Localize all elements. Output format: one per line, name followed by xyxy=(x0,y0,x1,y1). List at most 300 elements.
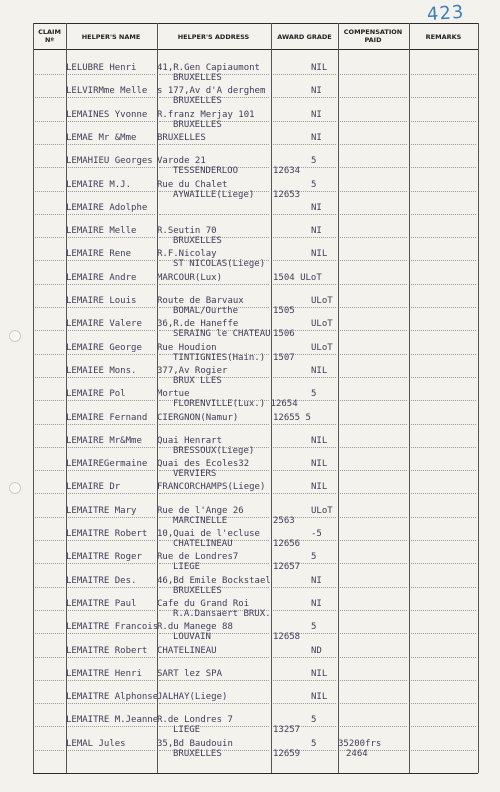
row-dotted-rule xyxy=(411,587,476,588)
table-row xyxy=(33,459,478,483)
helper-address-line2: LIEGE xyxy=(173,562,201,573)
helper-address-line2: BRESSOUX(Liege) xyxy=(173,445,255,456)
row-dotted-rule xyxy=(411,424,476,425)
helper-address-line2: SERAING le CHATEAU xyxy=(173,329,271,340)
row-dotted-rule xyxy=(411,144,476,145)
row-dotted-rule xyxy=(411,657,476,658)
helper-name: LEMAL Jules xyxy=(66,738,126,749)
row-dotted-rule xyxy=(340,633,407,634)
helper-name: LEMAHIEU Georges xyxy=(66,156,153,167)
table-row xyxy=(33,482,478,506)
row-dotted-rule xyxy=(411,447,476,448)
helper-name: LEMAITRE Mary xyxy=(66,505,137,516)
helper-address-line2: LIEGE xyxy=(173,725,201,736)
table-row xyxy=(33,552,478,576)
row-dotted-rule xyxy=(68,191,155,192)
helper-address-line2: R.A.Dansaert BRUX. xyxy=(173,608,271,619)
table-column-rule xyxy=(66,23,67,773)
helper-address: Rue Houdion xyxy=(157,342,217,353)
row-dotted-rule xyxy=(340,587,407,588)
row-dotted-rule xyxy=(340,540,407,541)
table-column-rule xyxy=(157,23,158,773)
row-dotted-rule xyxy=(35,447,64,448)
row-dotted-rule xyxy=(411,330,476,331)
table-row xyxy=(33,669,478,693)
helper-address-line2: BRUXELLES xyxy=(173,748,222,759)
row-dotted-rule xyxy=(411,377,476,378)
helper-address: R.de Londres 7 xyxy=(157,715,233,726)
helper-address: Rue du Chalet xyxy=(157,179,228,190)
row-dotted-rule xyxy=(273,447,336,448)
row-dotted-rule xyxy=(68,493,155,494)
row-dotted-rule xyxy=(340,703,407,704)
row-dotted-rule xyxy=(411,563,476,564)
helper-address: 36,R.de Haneffe xyxy=(157,319,239,330)
helper-address: 46,Bd Emile Bockstael xyxy=(157,575,271,586)
helper-name: LEMAIRE George xyxy=(66,342,142,353)
row-dotted-rule xyxy=(68,703,155,704)
helper-address: Mortue xyxy=(157,389,190,400)
row-dotted-rule xyxy=(411,260,476,261)
helper-name: LEMAIRE Mr&Mme xyxy=(66,435,142,446)
helper-address: R.F.Nicolay xyxy=(157,249,217,260)
row-dotted-rule xyxy=(273,424,336,425)
table-row xyxy=(33,529,478,553)
table-row xyxy=(33,692,478,716)
award-grade: 5 xyxy=(311,622,317,633)
punch-hole-icon xyxy=(9,482,21,494)
helper-address: MARCOUR(Lux) xyxy=(157,272,223,283)
table-bottom-rule xyxy=(33,773,478,774)
table-row xyxy=(33,319,478,343)
helper-name: LELVIRMme Melle xyxy=(66,86,148,97)
row-dotted-rule xyxy=(35,74,64,75)
row-dotted-rule xyxy=(273,493,336,494)
helper-name: LEMAIRE Louis xyxy=(66,296,137,306)
award-grade: NIL xyxy=(311,365,328,376)
row-dotted-rule xyxy=(273,97,336,98)
table-row xyxy=(33,389,478,413)
row-dotted-rule xyxy=(35,587,64,588)
award-number: 12658 xyxy=(273,632,301,643)
row-dotted-rule xyxy=(411,633,476,634)
award-grade: NI xyxy=(311,132,322,143)
helper-address-line2: BOMAL/Ourthe xyxy=(173,306,239,316)
row-dotted-rule xyxy=(340,284,407,285)
row-dotted-rule xyxy=(340,167,407,168)
row-dotted-rule xyxy=(35,377,64,378)
table-top-rule xyxy=(33,23,478,24)
row-dotted-rule xyxy=(68,517,155,518)
row-dotted-rule xyxy=(159,424,269,425)
table-row xyxy=(33,156,478,180)
award-grade: NI xyxy=(311,575,322,586)
award-grade: 5 xyxy=(311,715,317,726)
award-grade: ULoT xyxy=(311,296,333,306)
row-dotted-rule xyxy=(340,144,407,145)
helper-name: LEMAIRE Rene xyxy=(66,249,132,260)
row-dotted-rule xyxy=(35,750,64,751)
row-dotted-rule xyxy=(340,610,407,611)
helper-name: LEMAIREGermaine xyxy=(66,459,148,470)
row-dotted-rule xyxy=(411,284,476,285)
table-row xyxy=(33,86,478,110)
compensation-paid: 35200frs xyxy=(338,738,382,749)
row-dotted-rule xyxy=(411,237,476,238)
helper-address: CIERGNON(Namur) xyxy=(157,412,239,423)
row-dotted-rule xyxy=(35,517,64,518)
award-grade: NIL xyxy=(311,435,328,446)
header-compensation-paid: COMPENSATION PAID xyxy=(343,28,403,44)
page-number: 423 xyxy=(425,1,465,26)
helper-address: 41,R.Gen Capiaumont xyxy=(157,63,260,73)
helper-address: R.franz Merjay 101 xyxy=(157,109,255,120)
award-grade: NI xyxy=(311,86,322,97)
row-dotted-rule xyxy=(340,307,407,308)
row-dotted-rule xyxy=(340,447,407,448)
row-dotted-rule xyxy=(68,447,155,448)
row-dotted-rule xyxy=(411,74,476,75)
row-dotted-rule xyxy=(68,750,155,751)
helper-address: R.Seutin 70 xyxy=(157,226,217,237)
table-row xyxy=(33,506,478,530)
helper-name: LEMAIRE Valere xyxy=(66,319,142,330)
table-row xyxy=(33,296,478,320)
table-row xyxy=(33,180,478,204)
row-dotted-rule xyxy=(35,191,64,192)
helper-address: Rue de Londres7 xyxy=(157,552,239,563)
award-grade: 5 xyxy=(311,389,317,400)
header-claim-no: CLAIM Nº xyxy=(38,28,61,44)
row-dotted-rule xyxy=(411,680,476,681)
row-dotted-rule xyxy=(340,726,407,727)
row-dotted-rule xyxy=(35,633,64,634)
award-grade: NIL xyxy=(311,63,328,73)
row-dotted-rule xyxy=(35,330,64,331)
helper-address-line2: CHATELINEAU xyxy=(173,539,233,549)
award-number: 1506 xyxy=(273,329,295,340)
helper-address: CHATELINEAU xyxy=(157,645,217,656)
row-dotted-rule xyxy=(411,703,476,704)
helper-address-line2: LOUVAIN xyxy=(173,632,211,643)
row-dotted-rule xyxy=(411,191,476,192)
award-number: 12659 xyxy=(273,748,301,759)
row-dotted-rule xyxy=(273,657,336,658)
row-dotted-rule xyxy=(68,307,155,308)
row-dotted-rule xyxy=(68,610,155,611)
row-dotted-rule xyxy=(68,587,155,588)
helper-address-line2: BRUXELLES xyxy=(173,236,222,247)
table-row xyxy=(33,366,478,390)
punch-hole-icon xyxy=(9,330,21,342)
helper-address: Quai Henrart xyxy=(157,435,223,446)
row-dotted-rule xyxy=(159,680,269,681)
row-dotted-rule xyxy=(35,167,64,168)
helper-name: LELUBRE Henri xyxy=(66,63,137,73)
helper-name: LEMAITRE Roger xyxy=(66,552,142,563)
row-dotted-rule xyxy=(68,680,155,681)
row-dotted-rule xyxy=(35,144,64,145)
helper-name: LEMAITRE Robert xyxy=(66,529,148,539)
row-dotted-rule xyxy=(411,214,476,215)
row-dotted-rule xyxy=(340,260,407,261)
row-dotted-rule xyxy=(68,97,155,98)
award-grade: NIL xyxy=(311,249,328,260)
helper-address-line2: BRUXELLES xyxy=(173,96,222,107)
row-dotted-rule xyxy=(68,563,155,564)
award-grade: NIL xyxy=(311,459,328,470)
helper-name: LEMAIRE Andre xyxy=(66,272,137,283)
row-dotted-rule xyxy=(35,470,64,471)
table-column-rule xyxy=(478,23,479,773)
helper-address: s 177,Av d'A derghem xyxy=(157,86,266,97)
award-number: 1507 xyxy=(273,352,295,363)
row-dotted-rule xyxy=(411,610,476,611)
helper-address-line2: ST NICOLAS(Liege) xyxy=(173,259,266,270)
table-column-rule xyxy=(338,23,339,773)
row-dotted-rule xyxy=(35,680,64,681)
award-grade: NI xyxy=(311,202,322,213)
row-dotted-rule xyxy=(68,74,155,75)
row-dotted-rule xyxy=(411,307,476,308)
helper-address-line2: AYWAILLE(Liege) xyxy=(173,189,255,200)
row-dotted-rule xyxy=(340,400,407,401)
award-grade: ULoT xyxy=(311,319,333,330)
table-row xyxy=(33,110,478,134)
award-grade: ND xyxy=(311,645,322,656)
award-grade: NI xyxy=(311,109,322,120)
row-dotted-rule xyxy=(340,237,407,238)
helper-name: LEMAIRE Fernand xyxy=(66,412,148,423)
award-number: 13257 xyxy=(273,725,301,736)
row-dotted-rule xyxy=(340,97,407,98)
table-row xyxy=(33,413,478,437)
row-dotted-rule xyxy=(159,214,269,215)
helper-address-line2: BRUXELLES xyxy=(173,73,222,83)
helper-name: LEMAITRE Des. xyxy=(66,575,137,586)
award-grade: NI xyxy=(311,226,322,237)
award-grade: ULoT xyxy=(311,342,333,353)
row-dotted-rule xyxy=(273,237,336,238)
row-dotted-rule xyxy=(68,214,155,215)
row-dotted-rule xyxy=(273,610,336,611)
award-number: 12634 xyxy=(273,166,301,177)
award-grade: 5 xyxy=(311,156,317,167)
helper-address: 377,Av Rogier xyxy=(157,365,228,376)
row-dotted-rule xyxy=(411,167,476,168)
row-dotted-rule xyxy=(273,121,336,122)
row-dotted-rule xyxy=(35,424,64,425)
award-grade: -5 xyxy=(311,529,322,539)
row-dotted-rule xyxy=(35,307,64,308)
row-dotted-rule xyxy=(273,680,336,681)
table-column-rule xyxy=(33,23,34,773)
row-dotted-rule xyxy=(159,493,269,494)
helper-address: JALHAY(Liege) xyxy=(157,692,228,703)
helper-address-line2: TINTIGNIES(Hain.) xyxy=(173,352,266,363)
helper-address-line2: MARCINELLE xyxy=(173,515,228,526)
helper-name: LEMAITRE Henri xyxy=(66,668,142,679)
helper-address-line2: BRUXELLES xyxy=(173,119,222,130)
helper-name: LEMAITRE Robert xyxy=(66,645,148,656)
award-number: 1505 xyxy=(273,306,295,316)
row-dotted-rule xyxy=(340,330,407,331)
row-dotted-rule xyxy=(68,726,155,727)
row-dotted-rule xyxy=(340,657,407,658)
table-row xyxy=(33,646,478,670)
row-dotted-rule xyxy=(411,517,476,518)
row-dotted-rule xyxy=(340,191,407,192)
row-dotted-rule xyxy=(35,284,64,285)
award-grade: NIL xyxy=(311,482,328,493)
table-header-rule xyxy=(33,49,478,50)
helper-address-line2: VERVIERS xyxy=(173,469,217,480)
table-row xyxy=(33,249,478,273)
row-dotted-rule xyxy=(35,657,64,658)
row-dotted-rule xyxy=(35,214,64,215)
row-dotted-rule xyxy=(273,144,336,145)
row-dotted-rule xyxy=(35,493,64,494)
table-column-rule xyxy=(271,23,272,773)
helper-name: LEMAIRE M.J. xyxy=(66,179,132,190)
helper-name: LEMAIRE Pol xyxy=(66,389,126,400)
table-row xyxy=(33,203,478,227)
row-dotted-rule xyxy=(68,424,155,425)
helper-address: Varode 21 xyxy=(157,156,206,167)
helper-name: LEMAITRE Paul xyxy=(66,598,137,609)
table-row xyxy=(33,63,478,87)
award-grade: 5 xyxy=(311,552,317,563)
header-helper-address: HELPER'S ADDRESS xyxy=(177,33,250,41)
row-dotted-rule xyxy=(35,540,64,541)
helper-address: 10,Quai de l'ecluse xyxy=(157,529,260,539)
helper-name: LEMAIRE Melle xyxy=(66,226,137,237)
helper-name: LEMAIRE Adolphe xyxy=(66,202,148,213)
helper-address: Cafe du Grand Roi xyxy=(157,598,250,609)
table-row xyxy=(33,715,478,739)
row-dotted-rule xyxy=(340,214,407,215)
row-dotted-rule xyxy=(35,563,64,564)
row-dotted-rule xyxy=(340,377,407,378)
row-dotted-rule xyxy=(340,354,407,355)
row-dotted-rule xyxy=(273,74,336,75)
row-dotted-rule xyxy=(68,167,155,168)
table-row xyxy=(33,436,478,460)
row-dotted-rule xyxy=(340,121,407,122)
award-number: 12653 xyxy=(273,189,301,200)
helper-address: Quai des Ecoles32 xyxy=(157,459,250,470)
award-grade: 12655 5 xyxy=(273,412,311,423)
row-dotted-rule xyxy=(340,517,407,518)
helper-name: LEMAITRE Francois xyxy=(66,622,159,633)
row-dotted-rule xyxy=(411,97,476,98)
row-dotted-rule xyxy=(340,563,407,564)
row-dotted-rule xyxy=(68,377,155,378)
table-row xyxy=(33,343,478,367)
row-dotted-rule xyxy=(411,400,476,401)
row-dotted-rule xyxy=(68,470,155,471)
helper-address-line2: FLORENVILLE(Lux.) 12654 xyxy=(173,399,298,410)
row-dotted-rule xyxy=(159,657,269,658)
award-grade: NIL xyxy=(311,692,328,703)
row-dotted-rule xyxy=(35,237,64,238)
row-dotted-rule xyxy=(340,493,407,494)
table-column-rule xyxy=(409,23,410,773)
helper-address-line2: BRUXELLES xyxy=(173,585,222,596)
row-dotted-rule xyxy=(35,354,64,355)
compensation-paid-line2: 2464 xyxy=(346,748,368,759)
award-number: 12656 xyxy=(273,539,301,549)
row-dotted-rule xyxy=(35,121,64,122)
table-row xyxy=(33,273,478,297)
award-number: 2563 xyxy=(273,515,295,526)
claims-table xyxy=(33,23,478,773)
row-dotted-rule xyxy=(68,144,155,145)
row-dotted-rule xyxy=(411,750,476,751)
helper-address: R.du Manege 88 xyxy=(157,622,233,633)
row-dotted-rule xyxy=(68,657,155,658)
row-dotted-rule xyxy=(159,144,269,145)
helper-address: BRUXELLES xyxy=(157,132,206,143)
award-grade: NI xyxy=(311,598,322,609)
row-dotted-rule xyxy=(35,726,64,727)
header-award-grade: AWARD GRADE xyxy=(277,33,332,41)
table-row xyxy=(33,226,478,250)
table-row xyxy=(33,622,478,646)
row-dotted-rule xyxy=(340,424,407,425)
helper-name: LEMAITRE M.Jeanne xyxy=(66,715,159,726)
row-dotted-rule xyxy=(159,703,269,704)
row-dotted-rule xyxy=(68,540,155,541)
row-dotted-rule xyxy=(411,121,476,122)
row-dotted-rule xyxy=(411,540,476,541)
award-grade: 5 xyxy=(311,738,317,749)
helper-name: LEMAITRE Alphonse xyxy=(66,692,159,703)
row-dotted-rule xyxy=(159,284,269,285)
row-dotted-rule xyxy=(68,121,155,122)
table-row xyxy=(33,576,478,600)
award-grade: 5 xyxy=(311,179,317,190)
row-dotted-rule xyxy=(273,260,336,261)
row-dotted-rule xyxy=(35,610,64,611)
helper-address: 35,Bd Baudouin xyxy=(157,738,233,749)
table-row xyxy=(33,739,478,763)
helper-name: LEMAE Mr &Mme xyxy=(66,132,137,143)
row-dotted-rule xyxy=(68,237,155,238)
helper-name: LEMAINES Yvonne xyxy=(66,109,148,120)
helper-name: LEMAIEE Mons. xyxy=(66,365,137,376)
row-dotted-rule xyxy=(340,680,407,681)
helper-address-line2: BRUX LLES xyxy=(173,375,222,386)
row-dotted-rule xyxy=(68,354,155,355)
row-dotted-rule xyxy=(68,284,155,285)
row-dotted-rule xyxy=(273,214,336,215)
row-dotted-rule xyxy=(340,74,407,75)
row-dotted-rule xyxy=(411,470,476,471)
header-helper-name: HELPER'S NAME xyxy=(81,33,141,41)
helper-address: SART lez SPA xyxy=(157,668,223,679)
row-dotted-rule xyxy=(340,470,407,471)
row-dotted-rule xyxy=(35,97,64,98)
row-dotted-rule xyxy=(411,354,476,355)
table-row xyxy=(33,133,478,157)
row-dotted-rule xyxy=(273,284,336,285)
award-number: 12657 xyxy=(273,562,301,573)
award-grade: ULoT xyxy=(311,505,333,516)
header-remarks: REMARKS xyxy=(425,33,462,41)
row-dotted-rule xyxy=(68,330,155,331)
row-dotted-rule xyxy=(35,703,64,704)
